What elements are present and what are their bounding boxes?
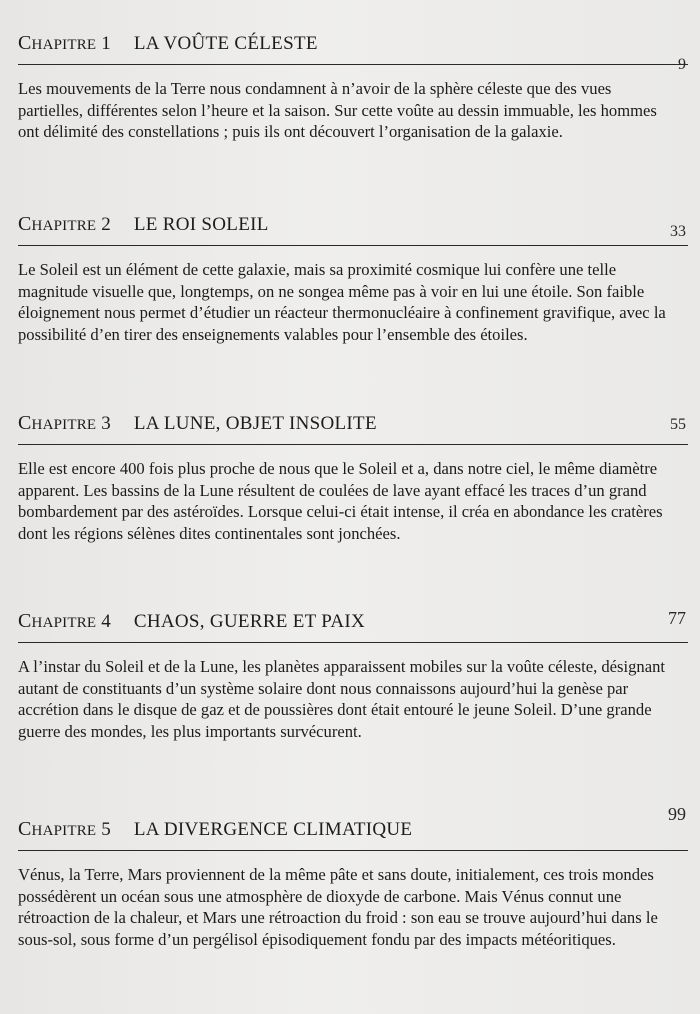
- chapter-2: [18, 203, 688, 345]
- chapter-5: [18, 804, 688, 950]
- chapter-number: 5: [101, 819, 111, 840]
- summary-text: Elle est encore 400 fois plus proche de nous que le Soleil et a, dans notre ciel, le même diamètre apparent. Les bassins de la Lune résultent de coulées de lave ayant effacé les traces d’un grand bombardement par des astéroïdes. Lorsque celui-ci était intense, il créa en abondance les cratères dont les régions sélènes dites continentales sont jonchées.: [18, 459, 663, 543]
- summary-text: Les mouvements de la Terre nous condamnent à n’avoir de la sphère céleste que des vues partielles, différentes selon l’heure et la saison. Sur cette voûte au dessin immuable, les hommes ont délimité des constellations ; puis ils ont découvert l’organisation de la galaxie.: [18, 79, 657, 141]
- chapter-heading: [18, 203, 688, 247]
- chapter-number: 3: [101, 413, 111, 434]
- chapter-label: HAPITRE: [31, 823, 97, 839]
- chapter-title: LA DIVERGENCE CLIMATIQUE: [133, 819, 413, 840]
- chapter-4: [18, 600, 688, 742]
- heading-rule: [18, 850, 688, 851]
- chapter-label-initial: C: [18, 412, 32, 434]
- chapter-summary: [18, 247, 673, 345]
- page-number: 77: [668, 608, 686, 628]
- heading-rule: [18, 444, 688, 445]
- page-number: 99: [668, 804, 686, 824]
- summary-text: Vénus, la Terre, Mars proviennent de la même pâte et sans doute, initialement, ces trois mondes possédèrent un océan sous une atmosphère de dioxyde de carbone. Mais Vénus connut une rétroaction de la chaleur, et Mars une rétroaction du froid : son eau se trouve aujourd’hui dans le sous-sol, sous forme d’un pergélisol épisodiquement fondu par des impacts météoritiques.: [18, 865, 658, 949]
- heading-rule: [18, 64, 688, 65]
- chapter-1: [18, 22, 688, 143]
- chapter-label-initial: C: [18, 818, 32, 840]
- chapter-3: [18, 402, 688, 544]
- chapter-label: HAPITRE: [31, 615, 97, 631]
- chapter-number: 2: [101, 214, 111, 235]
- chapter-label-initial: C: [18, 610, 32, 632]
- chapter-heading: [18, 804, 688, 852]
- chapter-number: 4: [101, 611, 111, 632]
- summary-text: A l’instar du Soleil et de la Lune, les planètes apparaissent mobiles sur la voûte céleste, désignant autant de constituants d’un système solaire dont nous connaissons aujourd’hui la genèse par accrétion dans le disque de gaz et de poussières dont était entouré le jeune Soleil. D’une grande guerre des mondes, les plus importants survécurent.: [18, 657, 665, 741]
- chapter-title: LA LUNE, OBJET INSOLITE: [133, 413, 377, 434]
- chapter-label-initial: C: [18, 32, 32, 54]
- chapter-title: LE ROI SOLEIL: [133, 214, 269, 235]
- chapter-summary: [18, 852, 673, 950]
- chapter-label: HAPITRE: [31, 37, 97, 53]
- chapter-summary: [18, 446, 673, 544]
- page-number: 55: [670, 416, 686, 433]
- chapter-label-initial: C: [18, 213, 32, 235]
- chapter-heading: [18, 600, 688, 644]
- chapter-summary: [18, 66, 673, 143]
- chapter-label: HAPITRE: [31, 218, 97, 234]
- chapter-title: CHAOS, GUERRE ET PAIX: [133, 611, 366, 632]
- heading-rule: [18, 245, 688, 246]
- page-number: 33: [670, 223, 686, 240]
- chapter-title: LA VOÛTE CÉLESTE: [133, 33, 318, 54]
- chapter-heading: [18, 22, 688, 73]
- page-number: 9: [678, 56, 686, 73]
- chapter-heading: [18, 402, 688, 446]
- chapter-summary: [18, 644, 673, 742]
- chapter-number: 1: [101, 33, 111, 54]
- heading-rule: [18, 642, 688, 643]
- chapter-label: HAPITRE: [31, 417, 97, 433]
- summary-text: Le Soleil est un élément de cette galaxie, mais sa proximité cosmique lui confère une telle magnitude visuelle que, longtemps, on ne songea même pas à voir en lui une étoile. Son faible éloignement nous permet d’étudier un réacteur thermonucléaire à confinement gravifique, avec la possibilité d’en tirer des enseignements valables pour l’ensemble des étoiles.: [18, 260, 666, 344]
